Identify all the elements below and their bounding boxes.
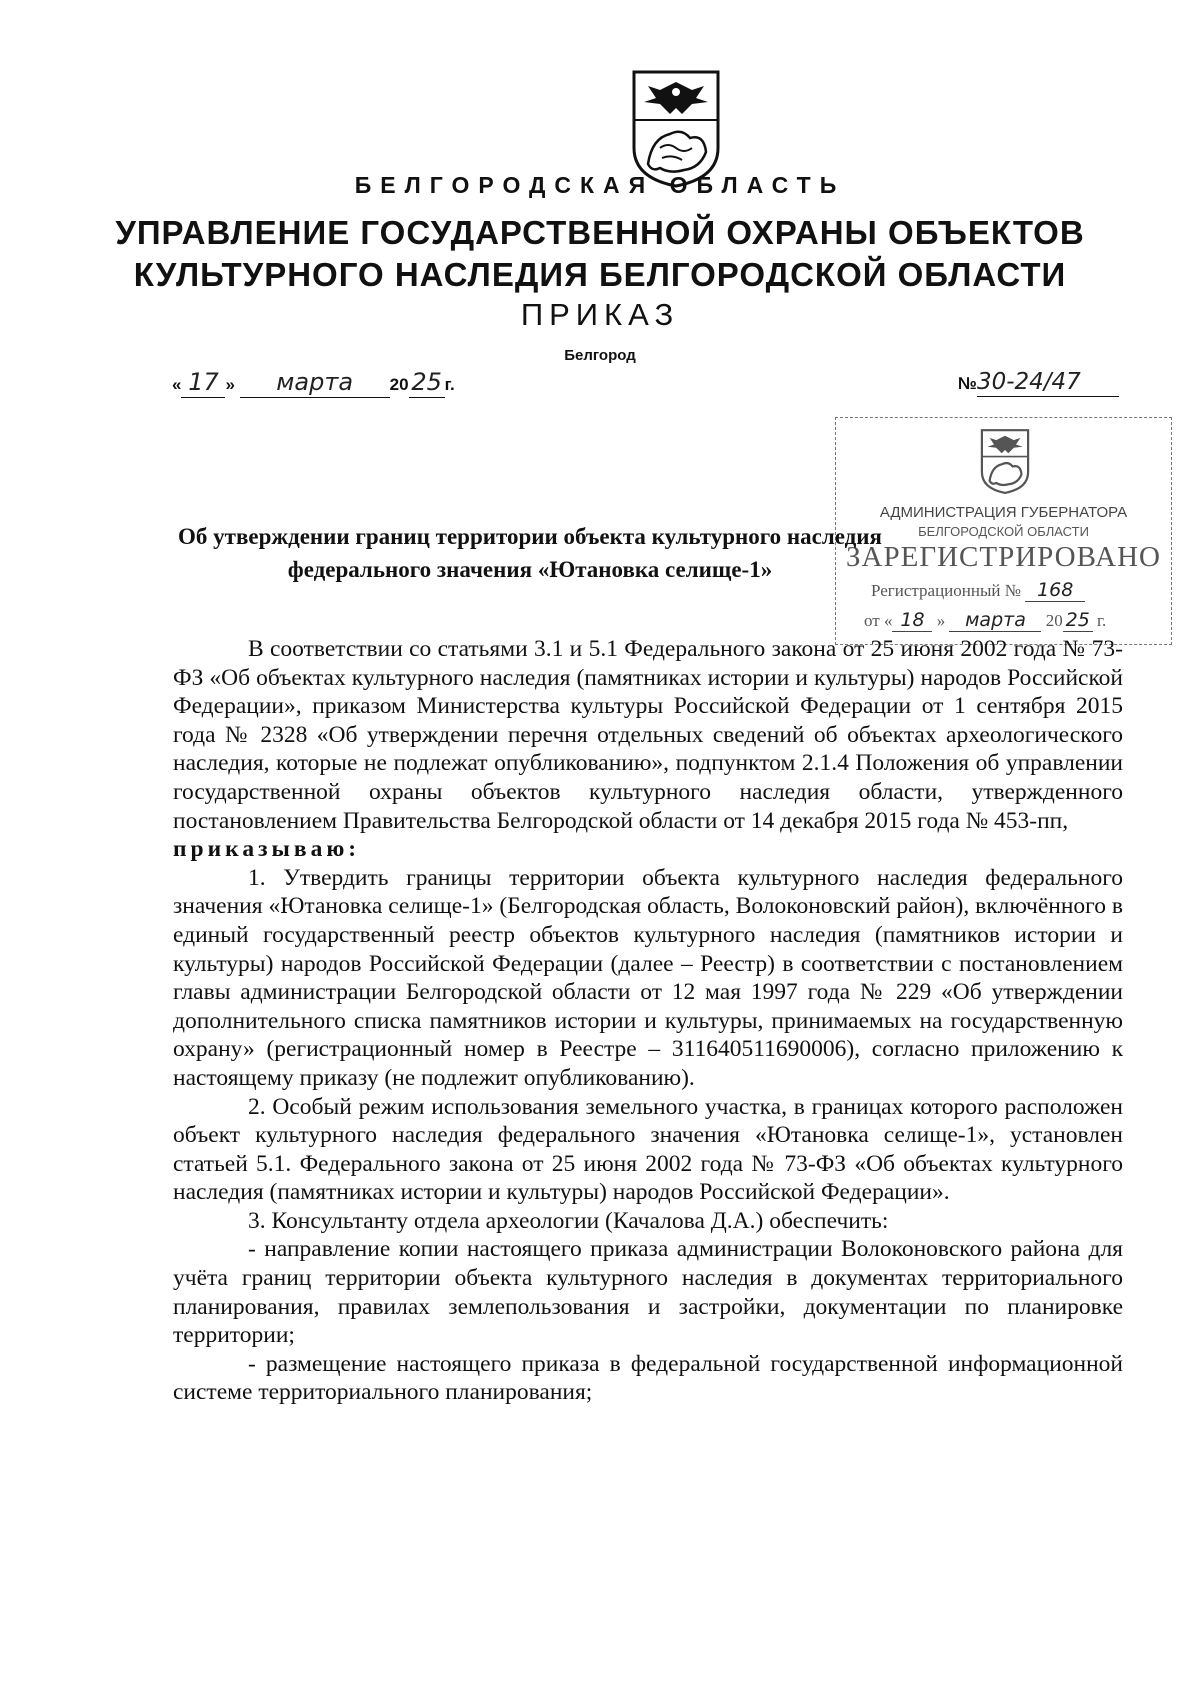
item-3b-paragraph: - размещение настоящего приказа в федеральной государственной информационной системе территориального планирования;	[173, 1350, 1123, 1406]
item-3-paragraph: 3. Консультанту отдела археологии (Качалова Д.А.) обеспечить:	[248, 1207, 889, 1234]
order-date	[172, 370, 455, 398]
document-title	[150, 520, 910, 586]
document-title-line-2: федерального значения «Ютановка селище-1»	[287, 557, 773, 582]
date-year-prefix: 20	[389, 375, 409, 394]
date-month: марта	[276, 368, 354, 396]
stamp-coat-of-arms-icon	[979, 428, 1031, 494]
stamp-admin: АДМИНИСТРАЦИЯ ГУБЕРНАТОРА	[879, 504, 1128, 521]
stamp-reg-label: Регистрационный №	[871, 581, 1021, 600]
order-number	[958, 370, 1119, 397]
city-name: Белгород	[564, 347, 636, 364]
date-close-quote: »	[225, 375, 235, 394]
stamp-date	[864, 610, 1106, 632]
stamp-date-year-prefix: 20	[1045, 611, 1063, 630]
preamble-text: В соответствии со статьями 3.1 и 5.1 Федерального закона от 25 июня 2002 года № 73-ФЗ «Об объектах культурного наследия (памятниках истории и культуры) народов Российской Федерации», приказом Министерства культуры Российской Федерации от 1 сентября 2015 года № 2328 «Об утверждении перечня отдельных сведений об объектах археологического наследия, которые не подлежат опубликованию», подпунктом 2.1.4 Положения об управлении государственной охраны объектов культурного наследия области, утвержденного постановлением Правительства Белгородской области от 14 декабря 2015 года № 453-пп,	[173, 636, 1123, 834]
organization-name-line-1: УПРАВЛЕНИЕ ГОСУДАРСТВЕННОЙ ОХРАНЫ ОБЪЕКТОВ	[115, 214, 1085, 251]
date-year-suffix: 25	[411, 368, 442, 396]
stamp-date-unit: г.	[1096, 611, 1107, 630]
date-open-quote: «	[172, 375, 182, 394]
date-year-unit: г.	[444, 375, 455, 394]
order-word: приказываю:	[173, 836, 361, 863]
stamp-date-year-suffix: 25	[1065, 609, 1090, 631]
preamble-paragraph	[173, 635, 1123, 864]
stamp-reg-number-value: 168	[1037, 579, 1074, 601]
stamp-region: БЕЛГОРОДСКОЙ ОБЛАСТИ	[918, 524, 1089, 539]
order-number-value: 30-24/47	[976, 369, 1081, 395]
organization-name-line-2: КУЛЬТУРНОГО НАСЛЕДИЯ БЕЛГОРОДСКОЙ ОБЛАСТИ	[133, 256, 1067, 293]
order-number-prefix: №	[958, 374, 977, 393]
stamp-date-from: от «	[864, 611, 893, 630]
document-type: ПРИКАЗ	[520, 297, 680, 332]
item-1-paragraph: 1. Утвердить границы территории объекта культурного наследия федерального значения «Ютановка селище-1» (Белгородская область, Волоконовский район), включённого в единый государственный реестр объектов культурного наследия (памятников истории и культуры) народов Российской Федерации (далее – Реестр) в соответствии с постановлением главы администрации Белгородской области от 12 мая 1997 года № 229 «Об утверждении дополнительного списка памятников истории и культуры, принимаемых на государственную охрану» (регистрационный номер в Реестре – 311640511690006), согласно приложению к настоящему приказу (не подлежит опубликованию).	[173, 864, 1123, 1091]
coat-of-arms-icon	[630, 68, 722, 188]
organization-name	[0, 212, 1200, 296]
region-name: БЕЛГОРОДСКАЯ ОБЛАСТЬ	[354, 172, 846, 198]
date-day: 17	[188, 368, 219, 396]
stamp-date-month: марта	[965, 609, 1026, 631]
document-title-line-1: Об утверждении границ территории объекта культурного наследия	[178, 524, 882, 549]
stamp-registered: ЗАРЕГИСТРИРОВАНО	[846, 541, 1161, 573]
stamp-date-day: 18	[900, 609, 925, 631]
item-3a-paragraph: - направление копии настоящего приказа администрации Волоконовского района для учёта границ территории объекта культурного наследия в документах территориального планирования, правилах землепользования и застройки, документации по планировке территории;	[173, 1236, 1123, 1349]
stamp-date-mid: »	[936, 611, 946, 630]
item-2-paragraph: 2. Особый режим использования земельного участка, в границах которого расположен объект культурного наследия федерального значения «Ютановка селище-1», установлен статьей 5.1. Федерального закона от 25 июня 2002 года № 73-ФЗ «Об объектах культурного наследия (памятниках истории и культуры) народов Российской Федерации».	[173, 1093, 1123, 1206]
document-body	[173, 635, 1123, 1407]
